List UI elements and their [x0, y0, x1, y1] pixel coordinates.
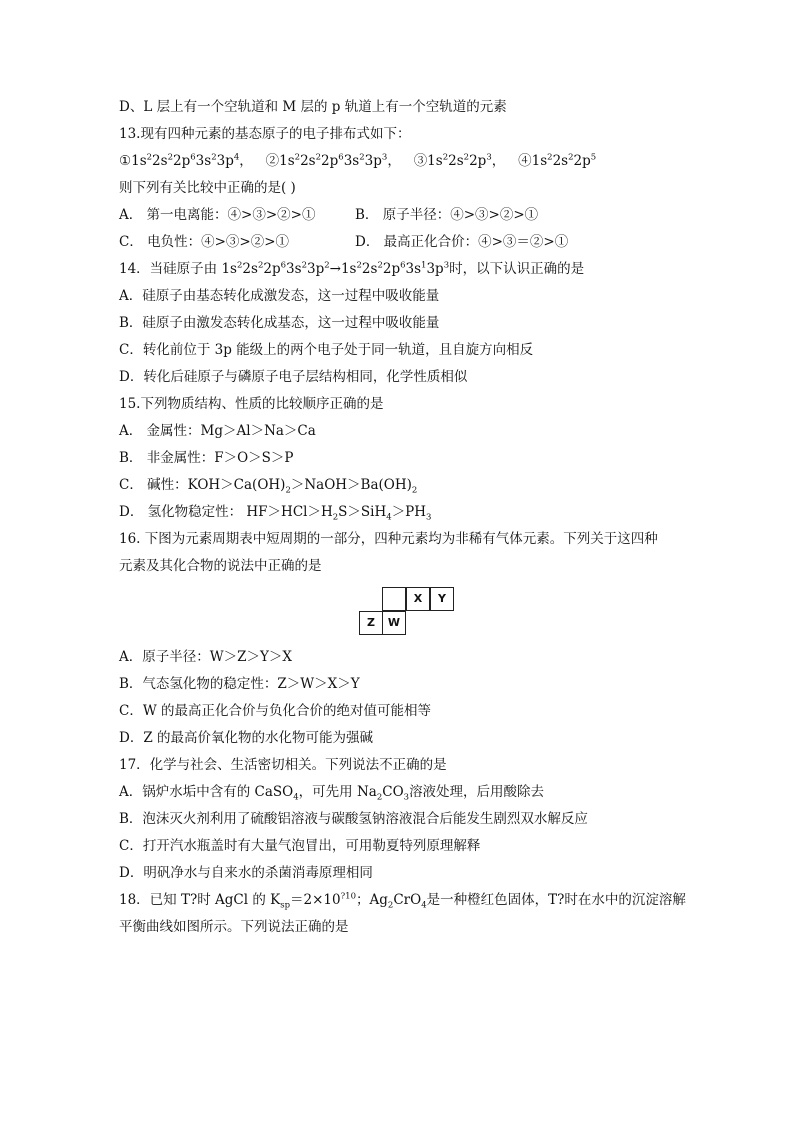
table-cell-x: X: [406, 587, 430, 611]
q14-option-d: D．转化后硅原子与磷原子电子层结构相同，化学性质相似: [119, 369, 468, 385]
q16-stem-line2: 元素及其化合物的说法中正确的是: [119, 558, 322, 574]
exam-page: [119, 94, 719, 941]
q13-configurations: $①1s^22s^22p^63s^23p^4$， $②1s^22s^22p^63s^23p^3$， $③1s^22s^22p^3$， $④1s^22s^22p^5$: [119, 152, 597, 169]
q18-stem-line2: 平衡曲线如图所示。下列说法正确的是: [119, 919, 349, 935]
q15-option-b: B． 非金属性：F＞O＞S＞P: [119, 450, 294, 466]
q14-stem: 14．当硅原子由 $1s^22s^22p^63s^23p^2\to 1s^22s^22p^63s^13p^3$时，以下认识正确的是: [119, 260, 585, 277]
q17-stem: 17．化学与社会、生活密切相关。下列说法不正确的是: [119, 757, 447, 773]
table-cell-y: Y: [430, 587, 454, 611]
table-cell-z: Z: [359, 611, 383, 635]
q16-option-b: B．气态氢化物的稳定性：Z＞W＞X＞Y: [119, 676, 360, 692]
q15-stem: 15.下列物质结构、性质的比较顺序正确的是: [119, 396, 384, 412]
q18-stem-line1: 18．已知 T?时 AgCl 的 $K_{sp}=2\times 10^{?10}$；$Ag_2CrO_4$是一种橙红色固体，T?时在水中的沉淀溶解: [119, 891, 686, 911]
q14-option-a: A．硅原子由基态转化成激发态，这一过程中吸收能量: [119, 288, 440, 304]
q14-option-c: C．转化前位于 3p 能级上的两个电子处于同一轨道，且自旋方向相反: [119, 342, 534, 358]
q17-option-b: B．泡沫灭火剂利用了硫酸铝溶液与碳酸氢钠溶液混合后能发生剧烈双水解反应: [119, 811, 588, 827]
q15-option-d: D． 氢化物稳定性： $HF>HCl>H_2S>SiH_4>PH_3$: [119, 504, 432, 523]
q17-option-d: D．明矾净水与自来水的杀菌消毒原理相同: [119, 865, 373, 881]
q16-option-d: D．Z 的最高价氧化物的水化物可能为强碱: [119, 730, 373, 746]
q13-options-cd: [119, 229, 719, 256]
q12-option-d: D、L 层上有一个空轨道和 M 层的 p 轨道上有一个空轨道的元素: [119, 99, 507, 115]
q13-option-d: D． 最高正化合价：④>③＝②>①: [355, 234, 569, 250]
q13-question: 则下列有关比较中正确的是( ): [119, 180, 296, 196]
q15-option-a: A． 金属性：Mg＞Al＞Na＞Ca: [119, 423, 316, 439]
q13-options-ab: [119, 202, 719, 229]
q16-option-c: C．W 的最高正化合价与负化合价的绝对值可能相等: [119, 703, 431, 719]
table-cell-w: W: [382, 611, 406, 635]
q13-option-b: B． 原子半径：④>③>②>①: [355, 207, 539, 223]
q15-option-c: C． 碱性：$KOH>Ca(OH)_2>NaOH>Ba(OH)_2$: [119, 477, 418, 496]
table-cell-empty: [382, 587, 406, 611]
q13-option-a: A． 第一电离能：④>③>②>①: [119, 207, 316, 223]
periodic-table-fragment: [119, 582, 719, 642]
q16-stem-line1: 16. 下图为元素周期表中短周期的一部分，四种元素均为非稀有气体元素。下列关于这四种: [119, 531, 658, 547]
q17-option-c: C．打开汽水瓶盖时有大量气泡冒出，可用勒夏特列原理解释: [119, 838, 481, 854]
q16-option-a: A．原子半径：W＞Z＞Y＞X: [119, 649, 293, 665]
q17-option-a: A．锅炉水垢中含有的 CaSO$_4$，可先用 $Na_2CO_3$溶液处理，后用酸除去: [119, 784, 545, 803]
q13-option-c: C． 电负性：④>③>②>①: [119, 234, 290, 250]
q14-option-b: B．硅原子由激发态转化成基态，这一过程中吸收能量: [119, 315, 440, 331]
q13-stem: 13.现有四种元素的基态原子的电子排布式如下：: [119, 126, 411, 142]
